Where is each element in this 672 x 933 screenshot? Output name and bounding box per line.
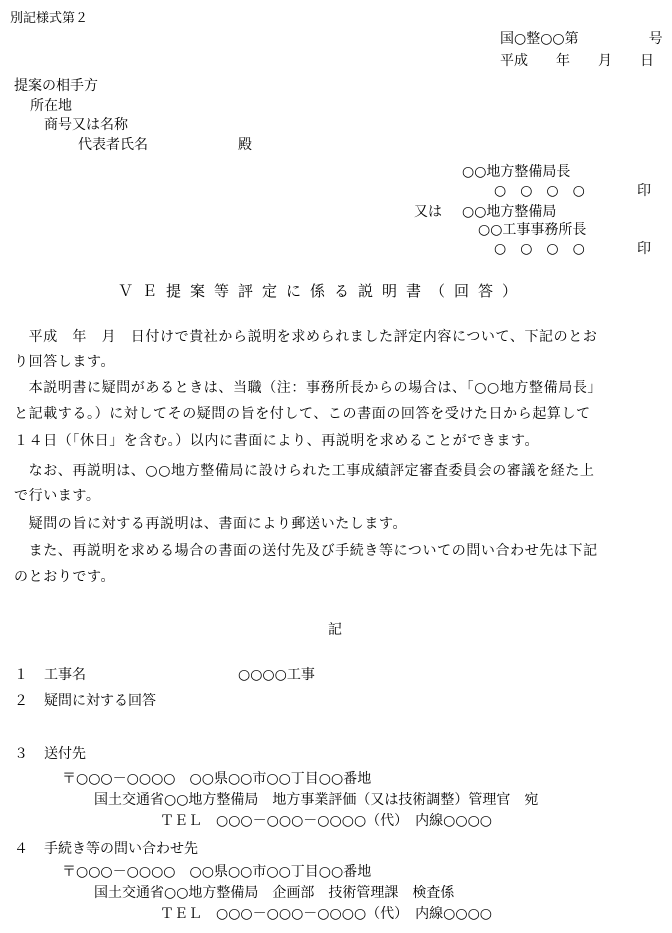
body-line-10: のとおりです。 (14, 569, 116, 585)
item-3-telephone: ＴＥＬ ○○○－○○○－○○○○（代） 内線○○○○ (160, 813, 493, 829)
item-3-organization: 国土交通省○○地方整備局 地方事業評価（又は技術調整）管理官 宛 (94, 792, 539, 808)
issuer-or: 又は (414, 204, 442, 220)
item-1-value: ○○○○工事 (238, 667, 315, 683)
body-line-6: なお、再説明は、○○地方整備局に設けられた工事成績評定審査委員会の審議を経た上 (14, 463, 595, 479)
body-line-4: と記載する。）に対してその疑問の旨を付して、この書面の回答を受けた日から起算して (14, 406, 591, 422)
body-line-5: １４日（「休日」を含む。）以内に書面により、再説明を求めることができます。 (14, 433, 540, 449)
recipient-representative-label: 代表者氏名 (78, 137, 148, 153)
seal-mark-2: 印 (637, 241, 651, 257)
issuer-office-chief: ○○工事事務所長 (478, 222, 587, 238)
form-number: 別記様式第２ (10, 11, 89, 26)
item-4-number: ４ (14, 841, 28, 857)
issuer-bureau: ○○地方整備局 (462, 204, 557, 220)
item-2-number: ２ (14, 693, 28, 709)
seal-mark-1: 印 (637, 183, 651, 199)
issuer-bureau-chief: ○○地方整備局長 (462, 164, 571, 180)
recipient-address-label: 所在地 (30, 98, 72, 114)
issuer-name-2: ○ ○ ○ ○ (494, 241, 585, 257)
item-1-number: １ (14, 667, 28, 683)
document-title: ＶＥ提案等評定に係る説明書（回答） (118, 282, 527, 300)
item-4-telephone: ＴＥＬ ○○○－○○○－○○○○（代） 内線○○○○ (160, 906, 493, 922)
body-line-8: 疑問の旨に対する再説明は、書面により郵送いたします。 (14, 516, 408, 532)
body-line-2: り回答します。 (14, 354, 116, 370)
item-4-address: 〒○○○－○○○○ ○○県○○市○○丁目○○番地 (62, 864, 372, 880)
recipient-heading: 提案の相手方 (14, 78, 98, 94)
document-date: 平成 年 月 日 (500, 53, 654, 69)
ki-marker: 記 (328, 622, 342, 638)
body-line-1: 平成 年 月 日付けで貴社から説明を求められました評定内容について、下記のとお (14, 329, 598, 345)
recipient-honorific: 殿 (238, 137, 252, 153)
item-3-number: ３ (14, 746, 28, 762)
item-2-label: 疑問に対する回答 (44, 693, 156, 709)
body-line-3: 本説明書に疑問があるときは、当職（注：事務所長からの場合は、「○○地方整備局長」 (14, 380, 603, 396)
body-line-9: また、再説明を求める場合の書面の送付先及び手続き等についての問い合わせ先は下記 (14, 543, 598, 559)
recipient-company-label: 商号又は名称 (44, 117, 128, 133)
item-3-label: 送付先 (44, 746, 86, 762)
issuer-name-1: ○ ○ ○ ○ (494, 183, 585, 199)
item-4-label: 手続き等の問い合わせ先 (44, 841, 198, 857)
item-3-address: 〒○○○－○○○○ ○○県○○市○○丁目○○番地 (62, 771, 372, 787)
body-line-7: で行います。 (14, 488, 101, 504)
item-1-label: 工事名 (44, 667, 86, 683)
document-number: 国○整○○第 号 (500, 31, 663, 47)
item-4-organization: 国土交通省○○地方整備局 企画部 技術管理課 検査係 (94, 885, 455, 901)
